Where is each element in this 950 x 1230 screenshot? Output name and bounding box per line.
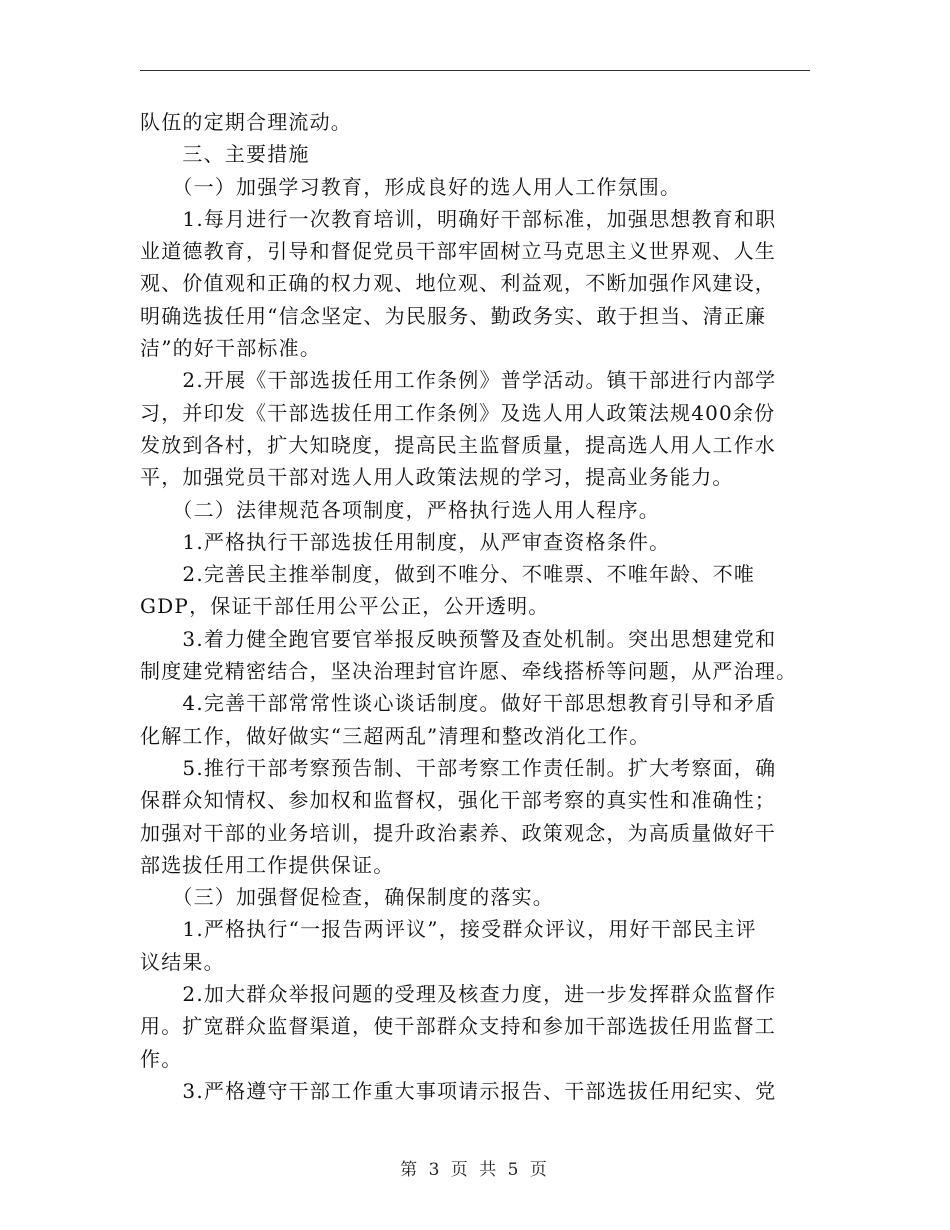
text-line: （三）加强督促检查，确保制度的落实。 (140, 885, 554, 910)
text-line: 1.每月进行一次教育培训，明确好干部标准，加强思想教育和职 (140, 206, 777, 231)
text-line: （二）法律规范各项制度，严格执行选人用人程序。 (140, 497, 660, 522)
text-line: 2.加大群众举报问题的受理及核查力度，进一步发挥群众监督作 (140, 982, 777, 1007)
text-line: 部选拔任用工作提供保证。 (140, 852, 395, 877)
text-line: 3.严格遵守干部工作重大事项请示报告、干部选拔任用纪实、党 (140, 1078, 777, 1103)
text-line: 制度建党精密结合，坚决治理封官许愿、牵线搭桥等问题，从严治理。 (140, 659, 798, 684)
text-line: 观、价值观和正确的权力观、地位观、利益观，不断加强作风建设， (140, 271, 776, 296)
text-line: GDP，保证干部任用公平公正，公开透明。 (140, 594, 550, 619)
text-line: 习，并印发《干部选拔任用工作条例》及选人用人政策法规400余份 (140, 400, 776, 425)
text-line: 2.开展《干部选拔任用工作条例》普学活动。镇干部进行内部学 (140, 368, 777, 393)
document-body (140, 106, 812, 1107)
header-rule (140, 70, 810, 71)
text-line: 平，加强党员干部对选人用人政策法规的学习，提高业务能力。 (140, 465, 734, 490)
text-line: 化解工作，做好做实“三超两乱”清理和整改消化工作。 (140, 723, 651, 748)
text-line: 业道德教育，引导和督促党员干部牢固树立马克思主义世界观、人生 (140, 239, 776, 264)
text-line: 明确选拔任用“信念坚定、为民服务、勤政务实、敢于担当、清正廉 (140, 303, 767, 328)
text-line: 发放到各村，扩大知晓度，提高民主监督质量，提高选人用人工作水 (140, 432, 776, 457)
text-line: 3.着力健全跑官要官举报反映预警及查处机制。突出思想建党和 (140, 626, 777, 651)
text-line: 作。 (140, 1046, 183, 1071)
text-line: 5.推行干部考察预告制、干部考察工作责任制。扩大考察面，确 (140, 755, 777, 780)
text-line: 2.完善民主推举制度，做到不唯分、不唯票、不唯年龄、不唯 (140, 562, 756, 587)
text-line: 三、主要措施 (140, 142, 310, 167)
text-line: 加强对干部的业务培训，提升政治素养、政策观念，为高质量做好干 (140, 820, 776, 845)
text-line: 4.完善干部常常性谈心谈话制度。做好干部思想教育引导和矛盾 (140, 691, 777, 716)
page-number: 第 3 页 共 5 页 (400, 1160, 550, 1180)
text-line: 1.严格执行干部选拔任用制度，从严审查资格条件。 (140, 529, 671, 554)
text-line: （一）加强学习教育，形成良好的选人用人工作氛围。 (140, 174, 682, 199)
text-line: 洁”的好干部标准。 (140, 336, 322, 361)
text-line: 保群众知情权、参加权和监督权，强化干部考察的真实性和准确性； (140, 788, 776, 813)
text-line: 议结果。 (140, 949, 225, 974)
text-line: 1.严格执行“一报告两评议”，接受群众评议，用好干部民主评 (140, 917, 757, 942)
text-line: 用。扩宽群众监督渠道，使干部群众支持和参加干部选拔任用监督工 (140, 1014, 776, 1039)
text-line: 队伍的定期合理流动。 (140, 110, 352, 134)
